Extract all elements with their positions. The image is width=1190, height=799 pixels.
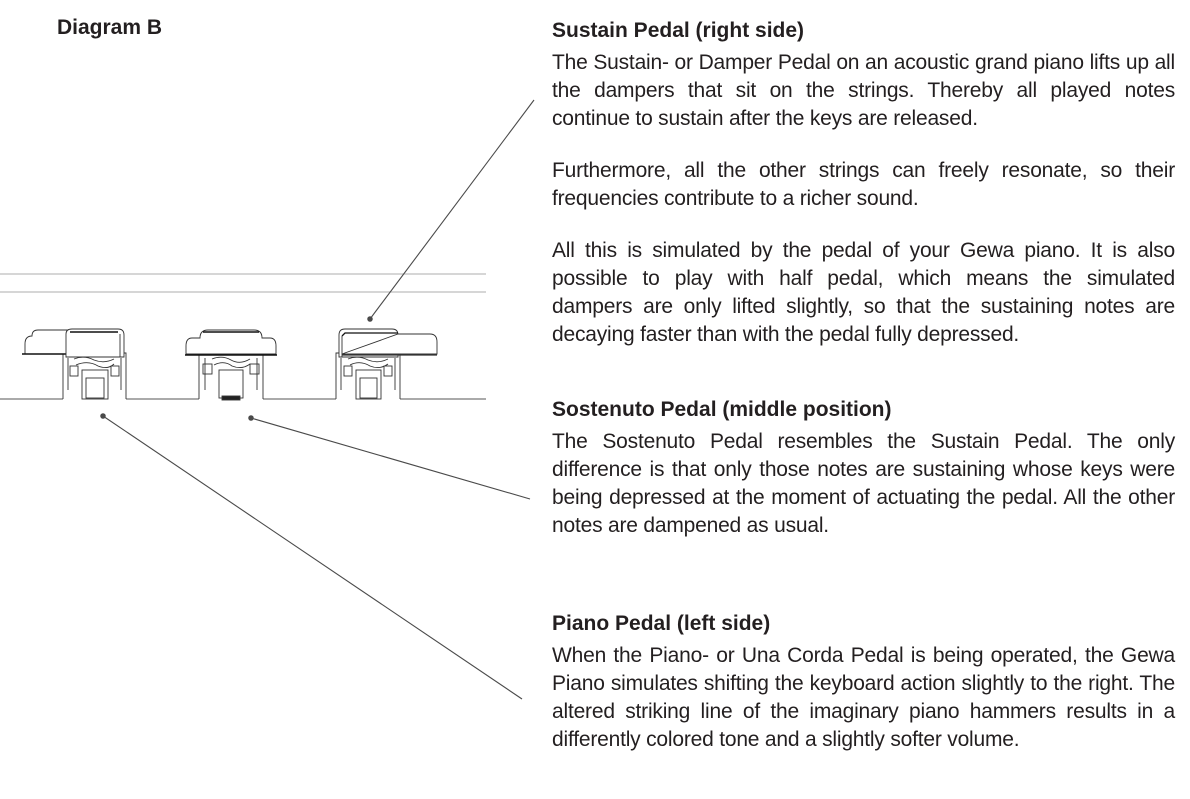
diagram-title: Diagram B (57, 16, 163, 39)
piano-leader-line (103, 416, 522, 699)
piano-paragraph-1: When the Piano- or Una Corda Pedal is being operated, the Gewa Piano simulates shifting the keyboard action slightly to the right. The altered striking line of the imaginary piano hammers results in a differently colored tone and a slightly softer volume. (552, 644, 1175, 751)
middle-pedal-icon (185, 330, 277, 400)
sustain-heading: Sustain Pedal (right side) (552, 19, 805, 42)
piano-pedal-section (552, 610, 1175, 754)
piano-body-lines (0, 274, 486, 292)
sustain-leader-line (370, 100, 534, 319)
sustain-paragraph-3: All this is simulated by the pedal of your Gewa piano. It is also possible to play with half pedal, which means the simulated dampers are only lifted slightly, so that the sustaining notes are decaying faster than with the pedal fully depressed. (552, 239, 1175, 346)
piano-heading: Piano Pedal (left side) (552, 612, 771, 635)
sostenuto-paragraph-1: The Sostenuto Pedal resembles the Sustain Pedal. The only difference is that only those notes are sustaining whose keys were being depressed at the moment of actuating the pedal. All the other notes are dampened as usual. (552, 430, 1175, 537)
sostenuto-pedal-section (552, 396, 1175, 540)
left-pedal-icon (22, 329, 126, 399)
sustain-leader-dot (368, 317, 372, 321)
right-pedal-icon (336, 329, 437, 399)
sostenuto-leader-line (251, 418, 530, 499)
piano-leader-dot (101, 414, 105, 418)
sustain-paragraph-2: Furthermore, all the other strings can freely resonate, so their frequencies contribute to a richer sound. (552, 159, 1175, 210)
sostenuto-leader-dot (249, 416, 253, 420)
sustain-pedal-section (552, 17, 1175, 349)
sustain-paragraph-1: The Sustain- or Damper Pedal on an acoustic grand piano lifts up all the dampers that sit on the strings. Thereby all played notes continue to sustain after the keys are released. (552, 51, 1175, 130)
sostenuto-heading: Sostenuto Pedal (middle position) (552, 398, 892, 421)
